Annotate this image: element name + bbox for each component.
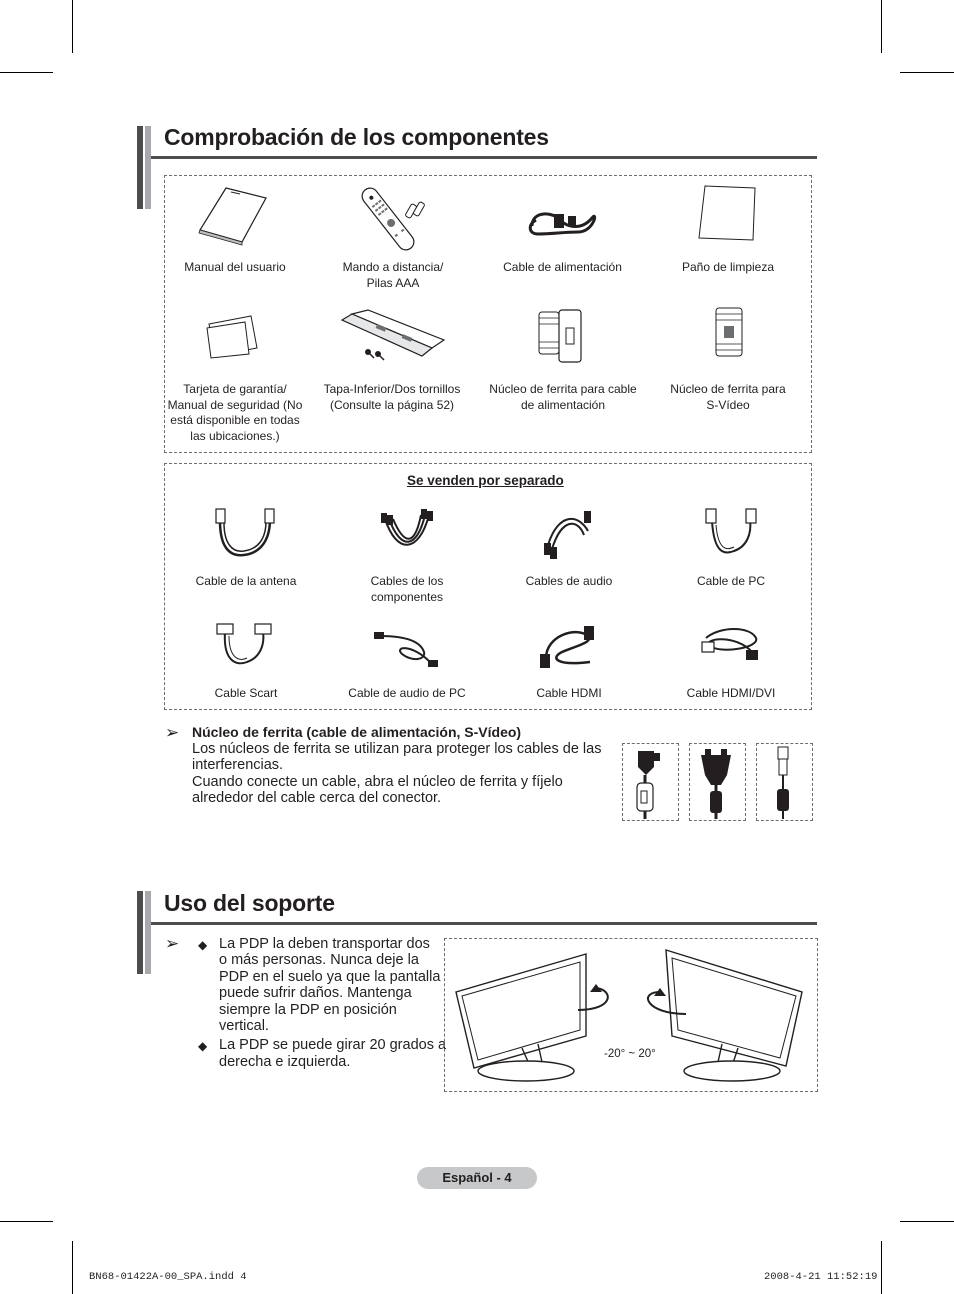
section-rule [151, 156, 817, 159]
note-heading: Núcleo de ferrita (cable de alimentación, S-Vídeo) [192, 724, 522, 740]
pc-audio-cable-icon [372, 626, 442, 670]
rotation-angle-label: -20° ~ 20° [604, 1048, 656, 1060]
component-label: Núcleo de ferrita para cable de alimentación [489, 382, 637, 412]
accessory-label: Cable HDMI [536, 686, 602, 700]
page-number-badge: Español - 4 [417, 1167, 537, 1189]
tv-rotation-illustration [446, 940, 816, 1090]
section-bar [137, 126, 143, 209]
antenna-cable-icon [210, 505, 280, 559]
accessory-label: Cable de audio de PC [348, 686, 466, 700]
stand-text-line: La PDP se puede girar 20 grados a [219, 1037, 447, 1053]
section-title: Uso del soporte [164, 890, 335, 916]
audio-cables-icon [538, 505, 598, 559]
warranty-card-icon [205, 314, 261, 358]
diamond-bullet-icon: ◆ [198, 938, 208, 952]
section-title: Comprobación de los componentes [164, 124, 549, 150]
cleaning-cloth-icon [697, 184, 759, 242]
accessory-label: Cables de los componentes [370, 574, 444, 604]
manual-icon [196, 184, 270, 244]
ferrite-on-power-plug-icon [691, 745, 743, 819]
hdmi-dvi-cable-icon [700, 624, 762, 668]
ferrite-core-power-icon [537, 306, 587, 364]
note-line: interferencias. [192, 757, 284, 773]
accessory-label: Cable de PC [696, 574, 766, 588]
section-bar [145, 126, 151, 209]
print-slug-filename: BN68-01422A-00_SPA.indd 4 [89, 1271, 247, 1283]
accessory-label: Cables de audio [525, 574, 613, 588]
note-arrow-icon: ➢ [165, 934, 180, 953]
stand-text-line: puede sufrir daños. Mantenga [219, 985, 412, 1001]
hdmi-cable-icon [536, 622, 600, 672]
crop-mark [900, 1221, 954, 1222]
pc-cable-icon [700, 505, 762, 559]
stand-text-line: o más personas. Nunca deje la [219, 952, 419, 968]
stand-text-line: vertical. [219, 1018, 269, 1034]
component-label: Tapa-Inferior/Dos tornillos (Consulte la página 52) [323, 382, 461, 412]
ferrite-core-svideo-icon [712, 306, 746, 358]
section-bar [137, 891, 143, 974]
diamond-bullet-icon: ◆ [198, 1039, 208, 1053]
stand-text-line: La PDP la deben transportar dos [219, 936, 430, 952]
accessory-label: Cable HDMI/DVI [686, 686, 776, 700]
ferrite-on-svideo-icon [758, 745, 810, 819]
crop-mark [881, 0, 882, 53]
stand-text-line: siempre la PDP en posición [219, 1002, 397, 1018]
component-label: Núcleo de ferrita para S-Vídeo [670, 382, 786, 412]
stand-text-line: derecha e izquierda. [219, 1054, 351, 1070]
component-label: Mando a distancia/ Pilas AAA [342, 260, 444, 290]
ferrite-on-cable-icon [624, 745, 676, 819]
print-slug-timestamp: 2008-4-21 11:52:19 [764, 1271, 878, 1283]
tv-left-icon [456, 954, 608, 1081]
tv-right-icon [648, 950, 802, 1081]
remote-control-icon [358, 184, 430, 254]
crop-mark [72, 1241, 73, 1294]
crop-mark [0, 1221, 53, 1222]
component-label: Manual del usuario [184, 260, 286, 274]
crop-mark [72, 0, 73, 53]
crop-mark [0, 72, 53, 73]
power-cable-icon [524, 204, 600, 240]
accessory-label: Cable de la antena [195, 574, 297, 588]
note-arrow-icon: ➢ [165, 723, 180, 742]
component-cables-icon [377, 505, 437, 559]
sold-separately-title: Se venden por separado [407, 473, 564, 488]
note-line: Cuando conecte un cable, abra el núcleo de ferrita y fíjelo [192, 774, 563, 790]
component-label: Cable de alimentación [503, 260, 622, 274]
crop-mark [881, 1241, 882, 1294]
note-line: alrededor del cable cerca del conector. [192, 790, 442, 806]
bottom-cover-icon [338, 308, 448, 364]
section-bar [145, 891, 151, 974]
component-label: Tarjeta de garantía/ Manual de seguridad (No está disponible en todas las ubicaciones.) [167, 382, 303, 443]
accessory-label: Cable Scart [214, 686, 278, 700]
crop-mark [900, 72, 954, 73]
section-rule [151, 922, 817, 925]
note-line: Los núcleos de ferrita se utilizan para proteger los cables de las [192, 741, 602, 757]
component-label: Paño de limpieza [681, 260, 775, 274]
stand-text-line: PDP en el suelo ya que la pantalla [219, 969, 441, 985]
scart-cable-icon [213, 622, 275, 668]
